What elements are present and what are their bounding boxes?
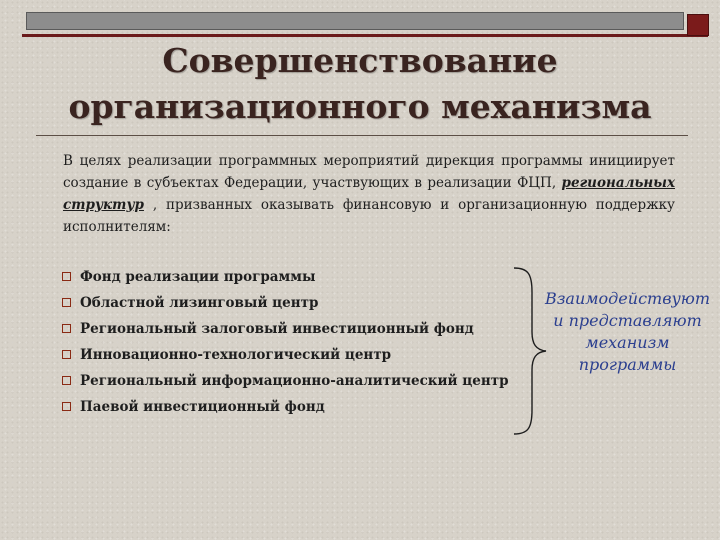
list-item [60, 292, 540, 318]
hollow-square-bullet-icon [62, 350, 71, 359]
note-line-4: программы [578, 355, 677, 374]
note-line-3: механизм [585, 333, 670, 352]
list-item-label: Областной лизинговый центр [80, 295, 319, 311]
corner-square-decor [687, 14, 709, 36]
hollow-square-bullet-icon [62, 402, 71, 411]
list-item [60, 266, 540, 292]
header-decor-bar [26, 12, 684, 30]
intro-highlight: региональных структур [63, 175, 675, 213]
structures-list [60, 266, 540, 422]
list-item-label: Инновационно-технологический центр [80, 347, 392, 363]
intro-text-end: , призванных оказывать финансовую и организационную поддержку исполнителям: [63, 197, 675, 235]
header-accent-line [22, 34, 708, 37]
hollow-square-bullet-icon [62, 298, 71, 307]
list-item-label: Региональный залоговый инвестиционный фонд [80, 321, 474, 337]
hollow-square-bullet-icon [62, 376, 71, 385]
slide-title [60, 38, 660, 130]
title-divider [36, 135, 688, 136]
hollow-square-bullet-icon [62, 324, 71, 333]
list-item-label: Региональный информационно-аналитический центр [80, 373, 509, 389]
list-item [60, 396, 540, 422]
intro-paragraph [63, 150, 675, 238]
list-item [60, 344, 540, 370]
list-item-label: Фонд реализации программы [80, 269, 316, 285]
list-item-label: Паевой инвестиционный фонд [80, 399, 325, 415]
title-line-1: Совершенствование [162, 41, 558, 80]
note-line-2: и представляют [553, 311, 702, 330]
mechanism-note [540, 288, 715, 376]
list-item [60, 370, 540, 396]
hollow-square-bullet-icon [62, 272, 71, 281]
title-line-2: организационного механизма [68, 87, 652, 126]
intro-text-start: В целях реализации программных мероприятий дирекция программы инициирует создание в субъектах Федерации, участвующих в реализации ФЦП, [63, 153, 675, 191]
note-line-1: Взаимодействуют [544, 289, 711, 308]
list-item [60, 318, 540, 344]
